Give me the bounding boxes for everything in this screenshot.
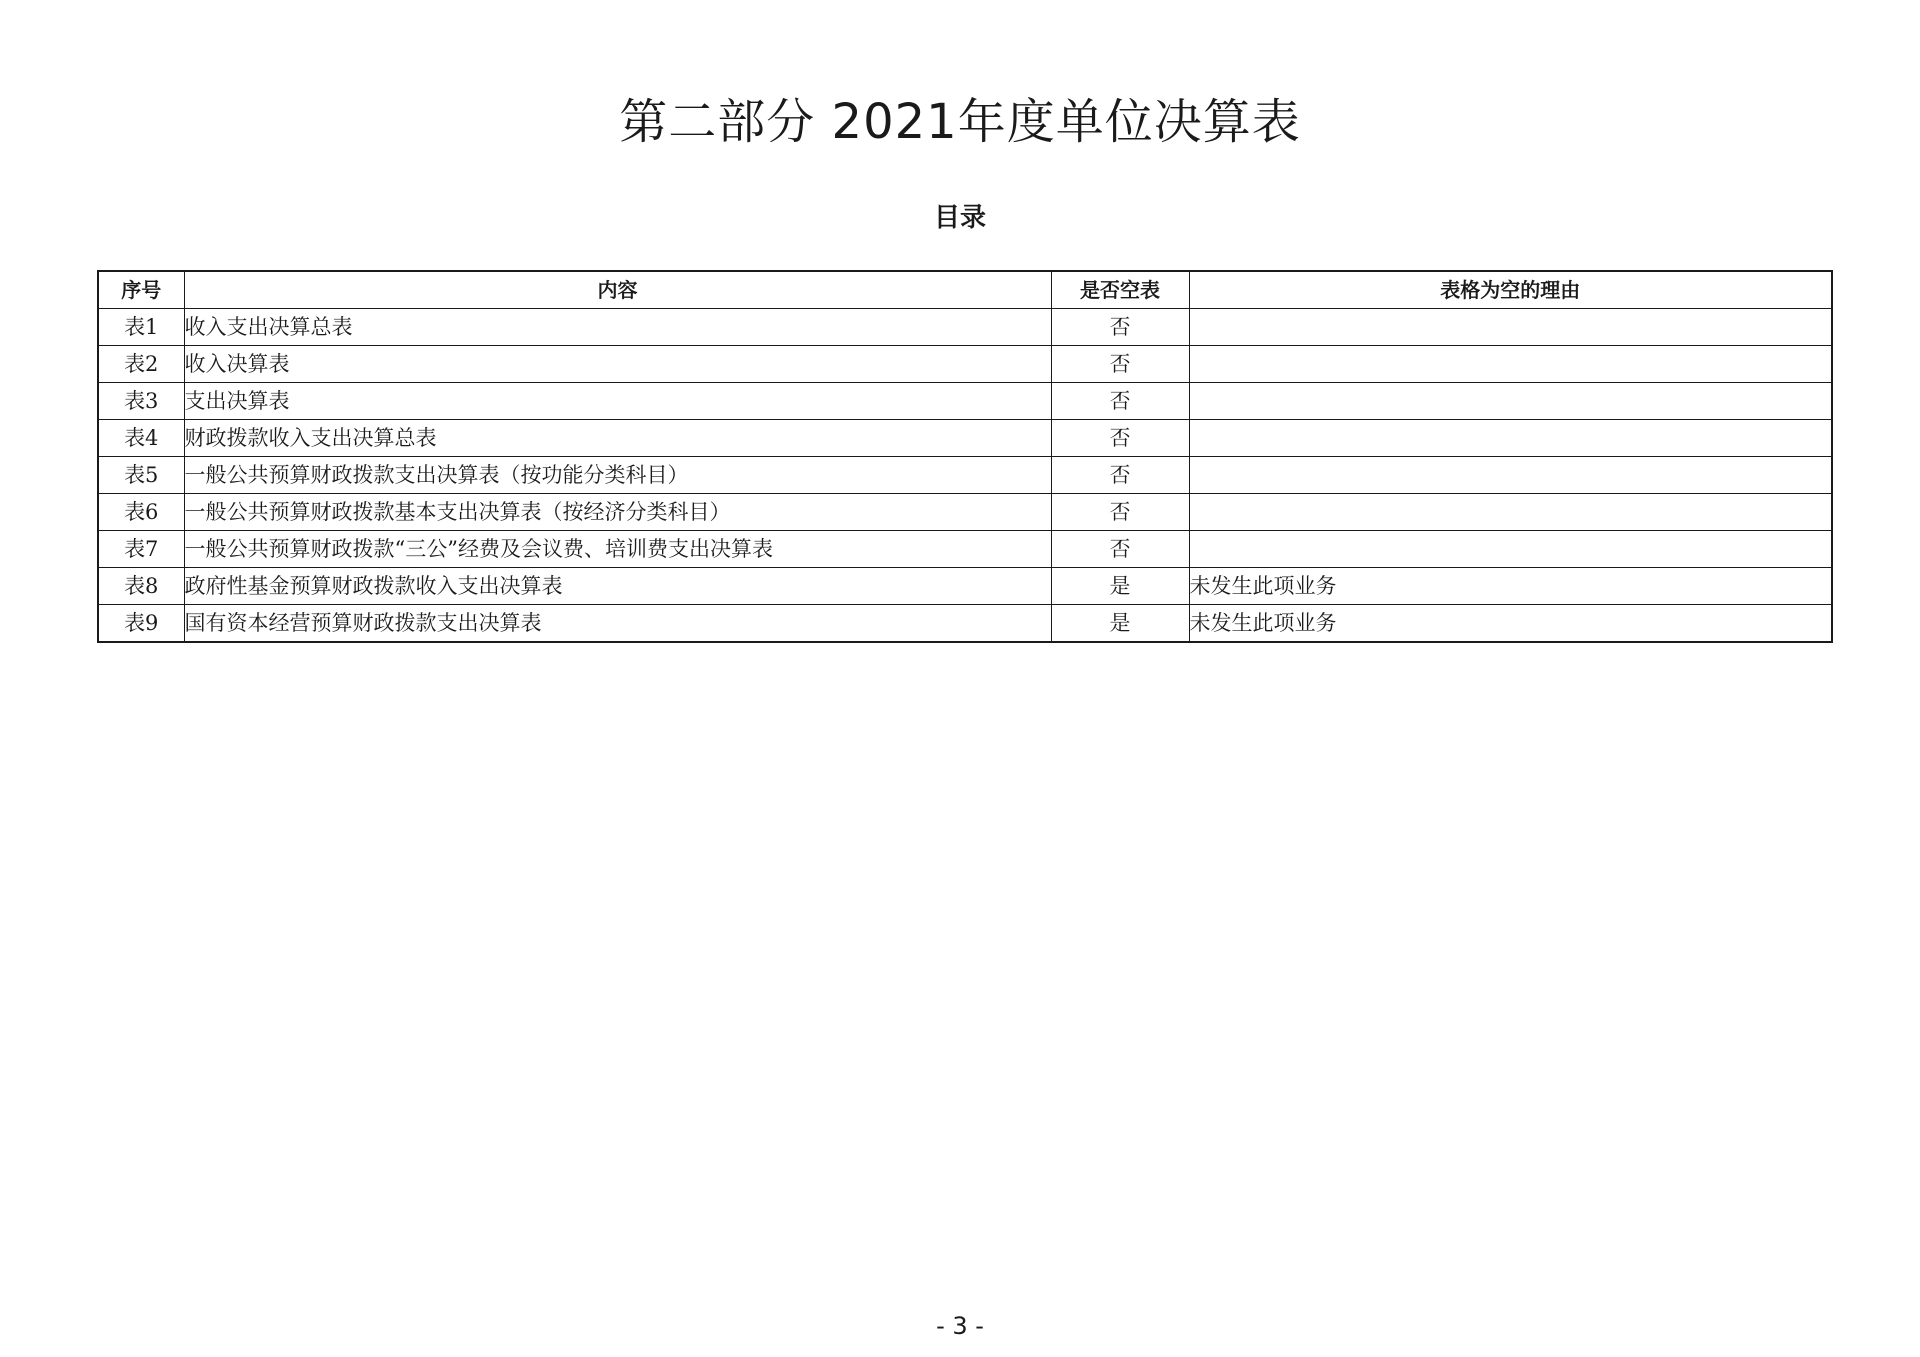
- row-reason: [1189, 457, 1832, 494]
- toc-table-header: [98, 271, 1832, 309]
- row-content: 国有资本经营预算财政拨款支出决算表: [184, 605, 1051, 643]
- row-no: 表1: [98, 309, 184, 346]
- row-no: 表6: [98, 494, 184, 531]
- row-reason: [1189, 383, 1832, 420]
- toc-heading: 目录: [933, 203, 986, 233]
- row-no: 表3: [98, 383, 184, 420]
- row-content: 一般公共预算财政拨款支出决算表（按功能分类科目）: [184, 457, 1051, 494]
- header-no: 序号: [98, 271, 184, 309]
- row-is-empty: 否: [1051, 494, 1189, 531]
- row-content: 财政拨款收入支出决算总表: [184, 420, 1051, 457]
- header-is-empty: 是否空表: [1051, 271, 1189, 309]
- row-content: 一般公共预算财政拨款基本支出决算表（按经济分类科目）: [184, 494, 1051, 531]
- row-no: 表7: [98, 531, 184, 568]
- row-content: 收入决算表: [184, 346, 1051, 383]
- table-row: [98, 346, 1832, 383]
- row-reason: [1189, 420, 1832, 457]
- table-row: [98, 420, 1832, 457]
- row-is-empty: 是: [1051, 605, 1189, 643]
- row-is-empty: 否: [1051, 420, 1189, 457]
- table-row: [98, 531, 1832, 568]
- row-no: 表8: [98, 568, 184, 605]
- row-is-empty: 否: [1051, 383, 1189, 420]
- row-no: 表9: [98, 605, 184, 643]
- row-content: 一般公共预算财政拨款“三公”经费及会议费、培训费支出决算表: [184, 531, 1051, 568]
- row-is-empty: 否: [1051, 531, 1189, 568]
- table-row: [98, 309, 1832, 346]
- page-title: 第二部分 2021年度单位决算表: [619, 94, 1301, 150]
- table-row: [98, 605, 1832, 643]
- row-is-empty: 否: [1051, 346, 1189, 383]
- table-row: [98, 457, 1832, 494]
- header-row: [98, 271, 1832, 309]
- table-row: [98, 494, 1832, 531]
- header-content: 内容: [184, 271, 1051, 309]
- row-reason: 未发生此项业务: [1189, 568, 1832, 605]
- row-no: 表2: [98, 346, 184, 383]
- row-is-empty: 否: [1051, 309, 1189, 346]
- row-no: 表5: [98, 457, 184, 494]
- row-content: 政府性基金预算财政拨款收入支出决算表: [184, 568, 1051, 605]
- row-content: 支出决算表: [184, 383, 1051, 420]
- row-is-empty: 否: [1051, 457, 1189, 494]
- toc-table: [97, 270, 1833, 643]
- row-content: 收入支出决算总表: [184, 309, 1051, 346]
- table-row: [98, 568, 1832, 605]
- row-reason: [1189, 346, 1832, 383]
- table-row: [98, 383, 1832, 420]
- row-reason: [1189, 494, 1832, 531]
- toc-table-body: [98, 309, 1832, 643]
- page-number: - 3 -: [936, 1312, 984, 1340]
- header-reason: 表格为空的理由: [1189, 271, 1832, 309]
- row-reason: [1189, 309, 1832, 346]
- row-reason: 未发生此项业务: [1189, 605, 1832, 643]
- row-reason: [1189, 531, 1832, 568]
- row-no: 表4: [98, 420, 184, 457]
- row-is-empty: 是: [1051, 568, 1189, 605]
